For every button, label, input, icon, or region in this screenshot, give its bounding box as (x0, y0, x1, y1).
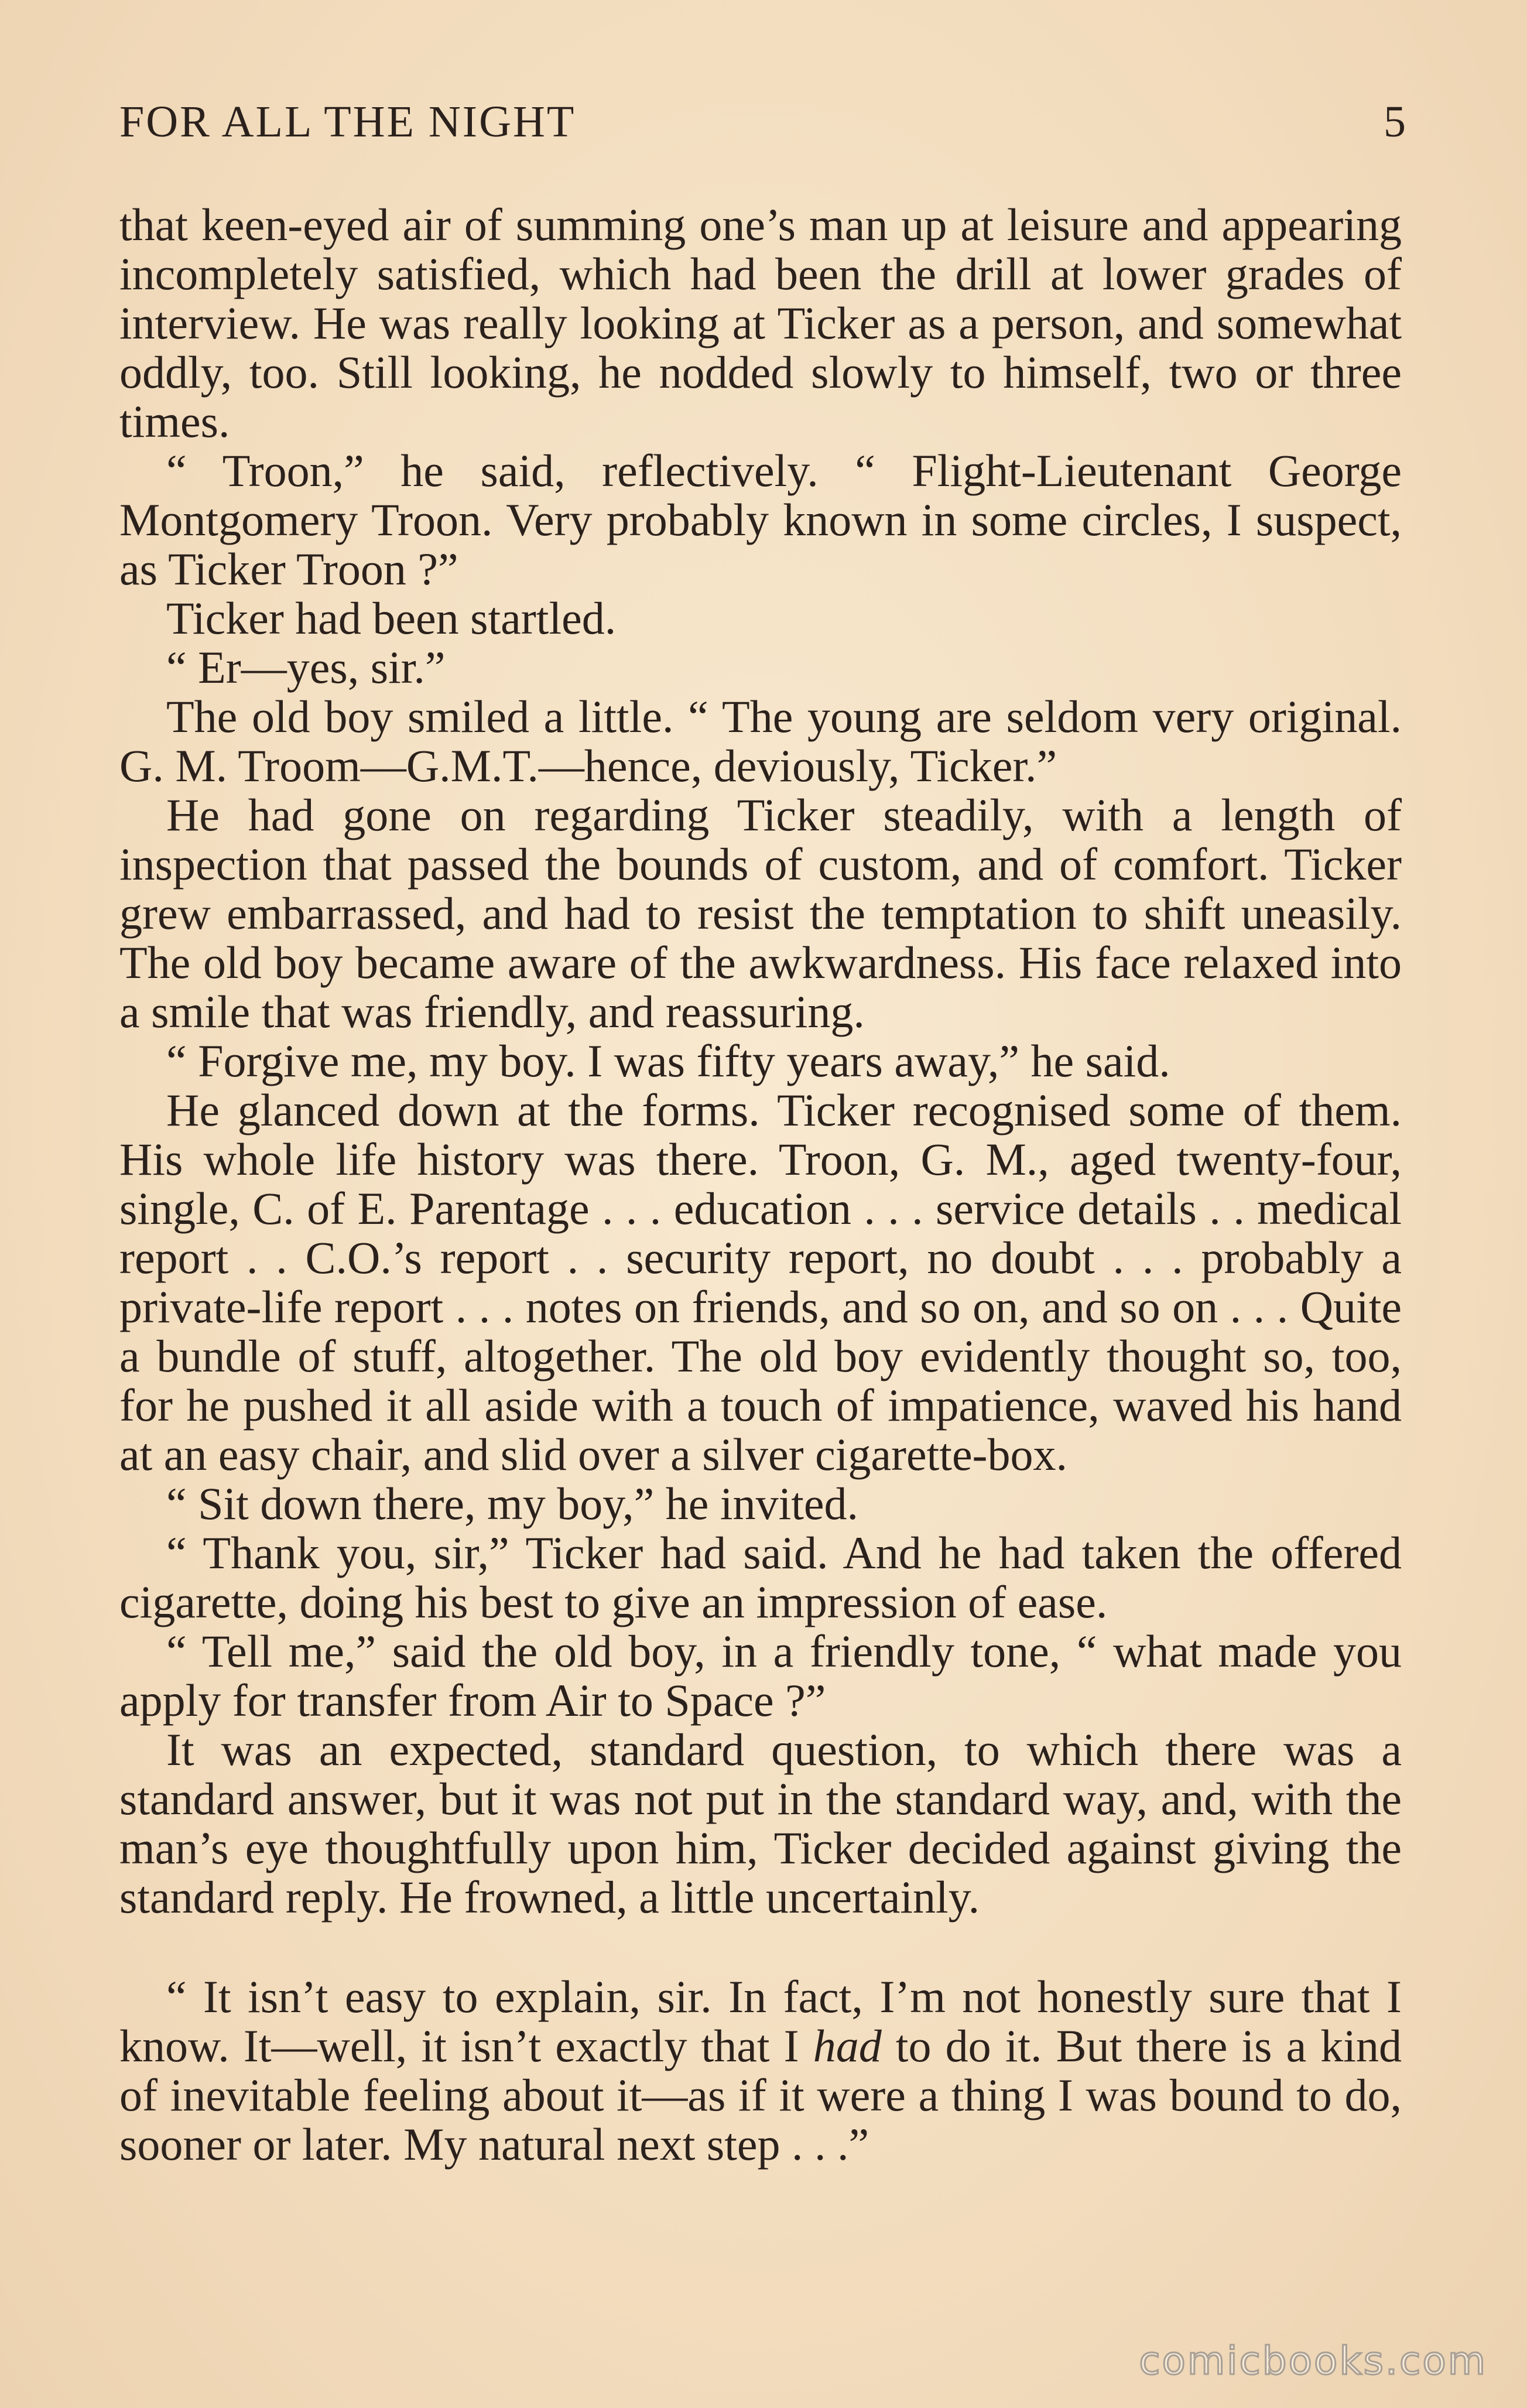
paragraph: He had gone on regarding Ticker steadily, with a length of inspection that passed the bounds of custom, and of comfort. Ticker grew embarrassed, and had to resist the temptation to shift uneasily. The old boy became aware of the awkwardness. His face relaxed into a smile that was friendly, and reassuring. (119, 789, 1402, 1037)
paragraph: “ Sit down there, my boy,” he invited. (166, 1478, 859, 1529)
page-number: 5 (1384, 97, 1408, 146)
paragraph: “ Thank you, sir,” Ticker had said. And he had taken the offered cigarette, doing his best to give an impression of ease. (119, 1527, 1402, 1627)
paragraph-last-start: “ It isn’t easy to explain, sir. In fact, I’m not honestly sure that I know. It—well, it isn’t exactly that I (119, 1971, 1402, 2071)
paragraph: that keen-eyed air of summing one’s man up at leisure and appearing incompletely satisfied, which had been the drill at lower grades of interview. He was really looking at Ticker as a person, and somewhat oddly, too. Still looking, he nodded slowly to himself, two or three times. (119, 199, 1402, 447)
paragraph: “ Forgive me, my boy. I was fifty years away,” he said. (166, 1035, 1170, 1086)
body-text (119, 200, 1402, 2169)
paragraph: “ Tell me,” said the old boy, in a friendly tone, “ what made you apply for transfer from Air to Space ?” (119, 1626, 1402, 1726)
paragraph: It was an expected, standard question, to which there was a standard answer, but it was not put in the standard way, and, with the man’s eye thoughtfully upon him, Ticker decided against giving the standard reply. He frowned, a little uncertainly. (119, 1724, 1402, 1923)
paragraph: Ticker had been startled. (166, 593, 617, 644)
running-title: FOR ALL THE NIGHT (119, 97, 576, 146)
paragraph: The old boy smiled a little. “ The young are seldom very original. G. M. Troom—G.M.T.—hence, deviously, Ticker.” (119, 691, 1402, 791)
watermark: comicbooks.com (1139, 2338, 1487, 2383)
paragraph-last-end: to do it. But there is a kind of inevitable feeling about it—as if it were a thing I was bound to do, sooner or later. My natural next step . . .” (119, 2020, 1402, 2170)
paragraph-last (119, 1972, 1402, 2169)
paragraph: He glanced down at the forms. Ticker recognised some of them. His whole life history was there. Troon, G. M., aged twenty-four, single, C. of E. Parentage . . . education . . . service details . . medical report . . C.O.’s report . . security report, no doubt . . . probably a private-life report . . . notes on friends, and so on, and so on . . . Quite a bundle of stuff, altogether. The old boy evidently thought so, too, for he pushed it all aside with a touch of impatience, waved his hand at an easy chair, and slid over a silver cigarette-box. (119, 1085, 1402, 1480)
emphasis-had: had (813, 2020, 882, 2071)
running-header (119, 97, 1408, 146)
paragraph: “ Troon,” he said, reflectively. “ Flight-Lieutenant George Montgomery Troon. Very probably known in some circles, I suspect, as Ticker Troon ?” (119, 445, 1402, 594)
paragraph: “ Er—yes, sir.” (166, 642, 446, 693)
